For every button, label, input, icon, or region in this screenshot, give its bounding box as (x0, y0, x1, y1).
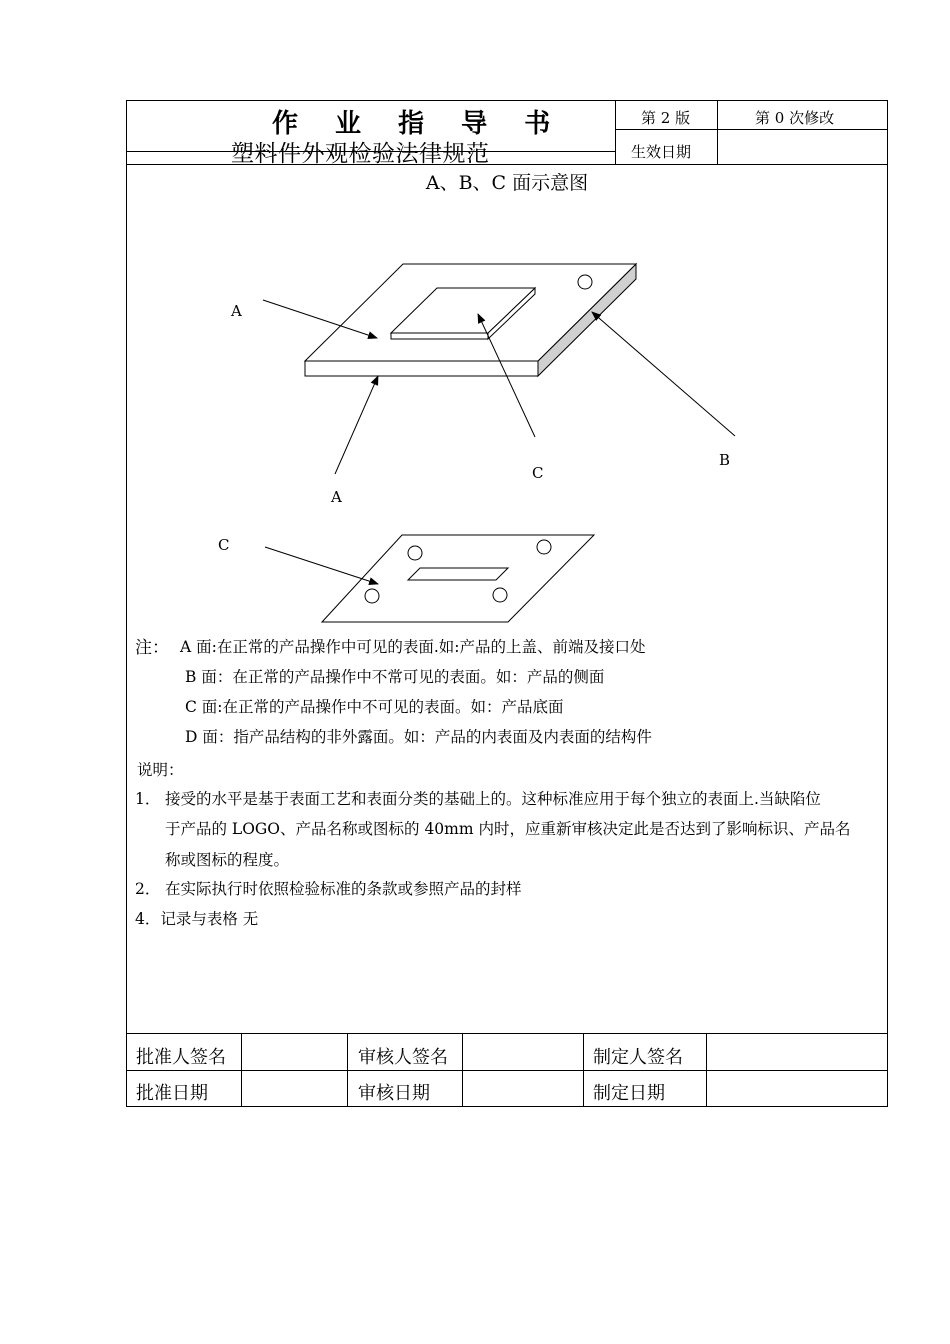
note-c: C 面:在正常的产品操作中不可见的表面。如：产品底面 (185, 698, 564, 716)
note-d: D 面：指产品结构的非外露面。如：产品的内表面及内表面的结构件 (185, 728, 652, 746)
bottom-slot (408, 568, 508, 580)
bottom-hole-3 (365, 589, 379, 603)
records-and-forms: 4．记录与表格 无 (135, 910, 259, 928)
approver-signature-label: 批准人签名 (136, 1047, 226, 1068)
author-date-label: 制定日期 (593, 1083, 665, 1104)
raised-pad-front (391, 333, 488, 339)
explanation-item1-line2: 于产品的 LOGO、产品名称或图标的 40mm 内时，应重新审核决定此是否达到了影响标识、产品名 (165, 820, 851, 838)
reviewer-signature-label: 审核人签名 (358, 1047, 448, 1068)
bottom-hole-4 (493, 588, 507, 602)
label-a-top: A (231, 302, 242, 320)
author-signature-label: 制定人签名 (593, 1047, 683, 1068)
version-cell: 第 2 版 (641, 109, 691, 127)
upper-part-drawing (263, 264, 735, 474)
explanation-item1-number: 1． (135, 790, 161, 808)
document-title: 作 业 指 导 书 (272, 109, 565, 139)
document-subtitle: 塑料件外观检验法律规范 (231, 141, 490, 167)
effective-date-label: 生效日期 (631, 143, 692, 161)
revision-cell: 第 0 次修改 (755, 109, 835, 127)
note-a: A 面:在正常的产品操作中可见的表面.如:产品的上盖、前端及接口处 (180, 638, 646, 656)
mounting-hole (578, 275, 592, 289)
note-prefix: 注： (135, 638, 169, 658)
label-c-top: C (532, 464, 544, 482)
explanation-item2: 在实际执行时依照检验标准的条款或参照产品的封样 (165, 880, 522, 898)
label-c-bottom: C (218, 536, 230, 554)
explanation-item1-line3: 称或图标的程度。 (165, 851, 290, 869)
lower-part-drawing (265, 535, 594, 622)
figure-title: A、B、C 面示意图 (425, 172, 589, 194)
arrow-a-bottom (335, 376, 378, 474)
label-a-bottom: A (331, 488, 342, 506)
bottom-hole-2 (537, 540, 551, 554)
explanation-item1-line1: 接受的水平是基于表面工艺和表面分类的基础上的。这种标准应用于每个独立的表面上.当缺陷位 (165, 790, 821, 808)
approve-date-label: 批准日期 (136, 1083, 208, 1104)
review-date-label: 审核日期 (358, 1083, 430, 1104)
arrow-b (592, 312, 735, 436)
note-b: B 面：在正常的产品操作中不常可见的表面。如：产品的侧面 (185, 668, 605, 686)
bottom-hole-1 (408, 546, 422, 560)
arrow-c-bottom (265, 547, 378, 584)
explanation-item2-number: 2． (135, 880, 161, 898)
label-b-side: B (719, 451, 731, 469)
explanation-heading: 说明： (137, 761, 184, 779)
